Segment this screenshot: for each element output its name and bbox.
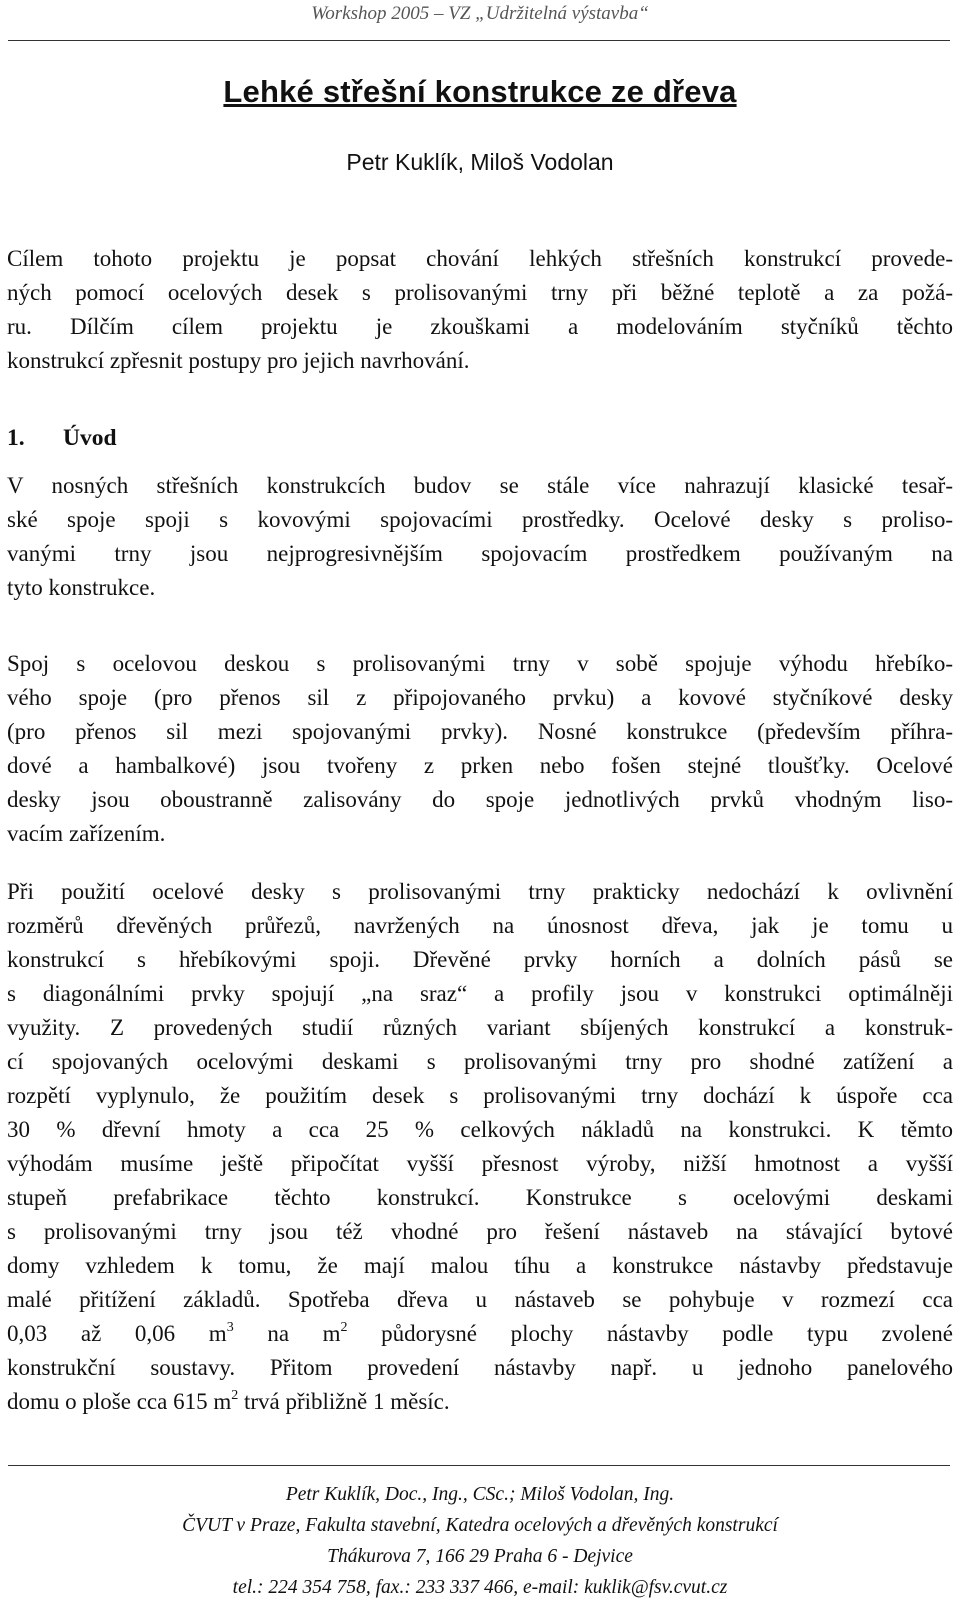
- text-line: Při použití ocelové desky s prolisovanými trny prakticky nedochází k ovlivnění: [7, 879, 953, 904]
- text-line: ské spoje spoji s kovovými spojovacími prostředky. Ocelové desky s proliso-: [7, 507, 953, 532]
- text-line: domy vzhledem k tomu, že mají malou tíhu a konstrukce nástavby představuje: [7, 1253, 953, 1278]
- intro-paragraph-1: [7, 469, 953, 605]
- text-line: vého spoje (pro přenos sil z připojovaného prvku) a kovové styčníkové desky: [7, 685, 953, 710]
- section-title: Úvod: [63, 425, 117, 451]
- text-line: využity. Z provedených studií různých variant sbíjených konstrukcí a konstruk-: [7, 1015, 953, 1040]
- text-line: vanými trny jsou nejprogresivnějším spojovacím prostředkem používaným na: [7, 541, 953, 566]
- intro-paragraph-3: [7, 875, 953, 1419]
- text-line: konstrukcí zpřesnit postupy pro jejich navrhování.: [7, 348, 470, 373]
- text-line: tyto konstrukce.: [7, 575, 156, 600]
- text-line: V nosných střešních konstrukcích budov se stále více nahrazují klasické tesař-: [7, 473, 953, 498]
- footer-address: Thákurova 7, 166 29 Praha 6 - Dejvice: [327, 1546, 633, 1567]
- text-fragment: půdorysné plochy nástavby podle typu zvolené: [347, 1321, 953, 1346]
- text-line: rozměrů dřevěných průřezů, navržených na únosnost dřeva, jak je tomu u: [7, 913, 953, 938]
- text-line: (pro přenos sil mezi spojovanými prvky). Nosné konstrukce (především příhra-: [7, 719, 953, 744]
- running-header: Workshop 2005 – VZ „Udržitelná výstavba“: [311, 3, 649, 24]
- text-line: s diagonálními prvky spojují „na sraz“ a profily jsou v konstrukci optimálněji: [7, 981, 953, 1006]
- text-fragment: 0,03 až 0,06 m: [7, 1321, 227, 1346]
- section-heading-intro: [7, 423, 117, 453]
- text-line: stupeň prefabrikace těchto konstrukcí. Konstrukce s ocelovými deskami: [7, 1185, 953, 1210]
- text-line: konstrukční soustavy. Přitom provedení nástavby např. u jednoho panelového: [7, 1355, 953, 1380]
- paper-authors: Petr Kuklík, Miloš Vodolan: [346, 149, 614, 175]
- text-line: ných pomocí ocelových desek s prolisovanými trny při běžné teplotě a za požá-: [7, 280, 953, 305]
- superscript: 3: [226, 1320, 234, 1335]
- footer-authors: Petr Kuklík, Doc., Ing., CSc.; Miloš Vodolan, Ing.: [285, 1484, 675, 1505]
- text-line: 30 % dřevní hmoty a cca 25 % celkových nákladů na konstrukci. K těmto: [7, 1117, 953, 1142]
- superscript: 2: [340, 1320, 348, 1335]
- intro-paragraph-2: [7, 647, 953, 851]
- header-rule: [8, 40, 950, 41]
- author-affiliation-footer: [0, 1479, 960, 1603]
- paper-title: Lehké střešní konstrukce ze dřeva: [223, 74, 737, 109]
- text-line: Spoj s ocelovou deskou s prolisovanými trny v sobě spojuje výhodu hřebíko-: [7, 651, 953, 676]
- text-line: dové a hambalkové) jsou tvořeny z prken nebo fošen stejné tloušťky. Ocelové: [7, 753, 953, 778]
- text-line: malé přitížení základů. Spotřeba dřeva u nástaveb se pohybuje v rozmezí cca: [7, 1287, 953, 1312]
- text-fragment: domu o ploše cca 615 m: [7, 1389, 232, 1414]
- text-line-with-superscripts: [7, 1317, 953, 1351]
- text-line: výhodám musíme ještě připočítat vyšší přesnost výroby, nižší hmotnost a vyšší: [7, 1151, 953, 1176]
- text-line: rozpětí vyplynulo, že použitím desek s prolisovanými trny dochází k úspoře cca: [7, 1083, 953, 1108]
- footer-contact: tel.: 224 354 758, fax.: 233 337 466, e-mail: kuklik@fsv.cvut.cz: [232, 1577, 728, 1598]
- text-line-with-superscript: [7, 1385, 953, 1419]
- text-line: vacím zařízením.: [7, 821, 166, 846]
- text-line: cí spojovaných ocelovými deskami s prolisovanými trny pro shodné zatížení a: [7, 1049, 953, 1074]
- section-number: 1.: [7, 425, 25, 451]
- abstract-paragraph: [7, 242, 953, 378]
- text-line: Cílem tohoto projektu je popsat chování lehkých střešních konstrukcí provede-: [7, 246, 953, 271]
- text-line: konstrukcí s hřebíkovými spoji. Dřevěné prvky horních a dolních pásů se: [7, 947, 953, 972]
- text-line: ru. Dílčím cílem projektu je zkouškami a modelováním styčníků těchto: [7, 314, 953, 339]
- superscript: 2: [231, 1388, 239, 1403]
- text-fragment: trvá přibližně 1 měsíc.: [238, 1389, 450, 1414]
- text-line: desky jsou oboustranně zalisovány do spoje jednotlivých prvků vhodným liso-: [7, 787, 953, 812]
- footer-institution: ČVUT v Praze, Fakulta stavební, Katedra ocelových a dřevěných konstrukcí: [182, 1515, 778, 1536]
- text-fragment: na m: [233, 1321, 341, 1346]
- text-line: s prolisovanými trny jsou též vhodné pro řešení nástaveb na stávající bytové: [7, 1219, 953, 1244]
- footer-rule: [8, 1465, 950, 1466]
